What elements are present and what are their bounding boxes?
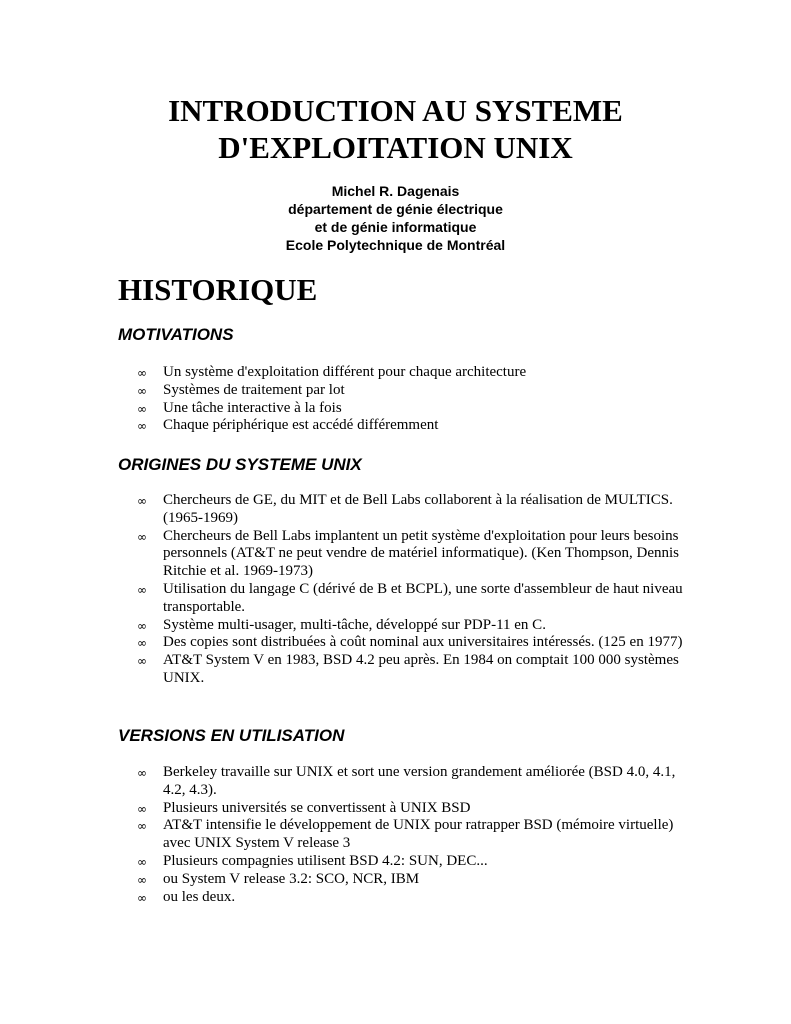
document-title: [0, 92, 791, 166]
author-name: Michel R. Dagenais: [331, 183, 460, 199]
list-item: [137, 799, 683, 818]
subheading-versions: VERSIONS EN UTILISATION: [118, 726, 345, 745]
list-item: [137, 364, 683, 382]
list-item: [137, 634, 683, 652]
list-item-text: AT&T System V en 1983, BSD 4.2 peu après. En 1984 on comptait 100 000 systèmes UNIX.: [163, 652, 679, 686]
infinity-bullet-icon: ∞: [137, 618, 147, 633]
list-item-text: Chercheurs de GE, du MIT et de Bell Labs collaborent à la réalisation de MULTICS. (1965-1969): [163, 492, 673, 526]
subheading-origines: ORIGINES DU SYSTEME UNIX: [118, 455, 362, 474]
list-item-text: Utilisation du langage C (dérivé de B et BCPL), une sorte d'assembleur de haut niveau transportable.: [163, 580, 683, 615]
list-item-text: ou System V release 3.2: SCO, NCR, IBM: [163, 870, 420, 887]
section-heading-historique: HISTORIQUE: [118, 272, 318, 307]
infinity-bullet-icon: ∞: [137, 529, 147, 544]
list-item: [137, 852, 683, 871]
list-item-text: Un système d'exploitation différent pour chaque architecture: [163, 364, 527, 380]
list-item: [137, 399, 683, 418]
list-item-text: Système multi-usager, multi-tâche, développé sur PDP-11 en C.: [163, 616, 546, 633]
author-department-2: et de génie informatique: [314, 219, 477, 235]
list-item-text: Plusieurs compagnies utilisent BSD 4.2: SUN, DEC...: [163, 852, 488, 869]
infinity-bullet-icon: ∞: [137, 801, 147, 816]
list-item-text: Des copies sont distribuées à coût nominal aux universitaires intéressés. (125 en 1977): [163, 634, 683, 651]
infinity-bullet-icon: ∞: [137, 766, 147, 780]
list-item-text: Plusieurs universités se convertissent à UNIX BSD: [163, 799, 471, 816]
infinity-bullet-icon: ∞: [137, 366, 147, 380]
list-item: [137, 870, 683, 889]
author-department: département de génie électrique: [288, 201, 503, 217]
list-item-text: Chercheurs de Bell Labs implantent un petit système d'exploitation pour leurs besoins personnels (AT&T ne peut vendre de matériel informatique). (Ken Thompson, Dennis Ritchie et al. 1969-1973): [163, 527, 679, 580]
list-item-text: AT&T intensifie le développement de UNIX pour ratrapper BSD (mémoire virtuelle) avec UNIX System V release 3: [163, 817, 674, 852]
author-school: Ecole Polytechnique de Montréal: [285, 237, 506, 253]
author-block: [0, 182, 791, 254]
list-item: [137, 417, 683, 435]
list-item: [137, 527, 683, 581]
list-item: [137, 381, 683, 400]
list-item: [137, 764, 683, 800]
infinity-bullet-icon: ∞: [137, 582, 147, 597]
bullet-list-versions: [137, 764, 683, 906]
list-item-text: Une tâche interactive à la fois: [163, 399, 342, 416]
infinity-bullet-icon: ∞: [137, 654, 147, 669]
title-line-2: D'EXPLOITATION UNIX: [218, 130, 573, 165]
infinity-bullet-icon: ∞: [137, 401, 147, 416]
infinity-bullet-icon: ∞: [137, 494, 147, 508]
infinity-bullet-icon: ∞: [137, 636, 147, 651]
infinity-bullet-icon: ∞: [137, 819, 147, 834]
infinity-bullet-icon: ∞: [137, 872, 147, 887]
list-item-text: Chaque périphérique est accédé différemment: [163, 417, 439, 434]
subheading-motivations: MOTIVATIONS: [118, 325, 234, 344]
list-item: [137, 652, 683, 688]
list-item-text: Systèmes de traitement par lot: [163, 381, 345, 398]
list-item: [137, 888, 683, 907]
infinity-bullet-icon: ∞: [137, 854, 147, 869]
list-item: [137, 580, 683, 617]
list-item-text: Berkeley travaille sur UNIX et sort une version grandement améliorée (BSD 4.0, 4.1, 4.2, 4.3).: [163, 764, 676, 798]
title-line-1: INTRODUCTION AU SYSTEME: [168, 93, 623, 128]
infinity-bullet-icon: ∞: [137, 383, 147, 398]
list-item: [137, 616, 683, 635]
list-item: [137, 817, 683, 853]
bullet-list-motivations: [137, 364, 683, 435]
infinity-bullet-icon: ∞: [137, 419, 147, 434]
list-item: [137, 492, 683, 528]
list-item-text: ou les deux.: [163, 888, 236, 905]
bullet-list-origines: [137, 492, 683, 688]
infinity-bullet-icon: ∞: [137, 890, 147, 905]
